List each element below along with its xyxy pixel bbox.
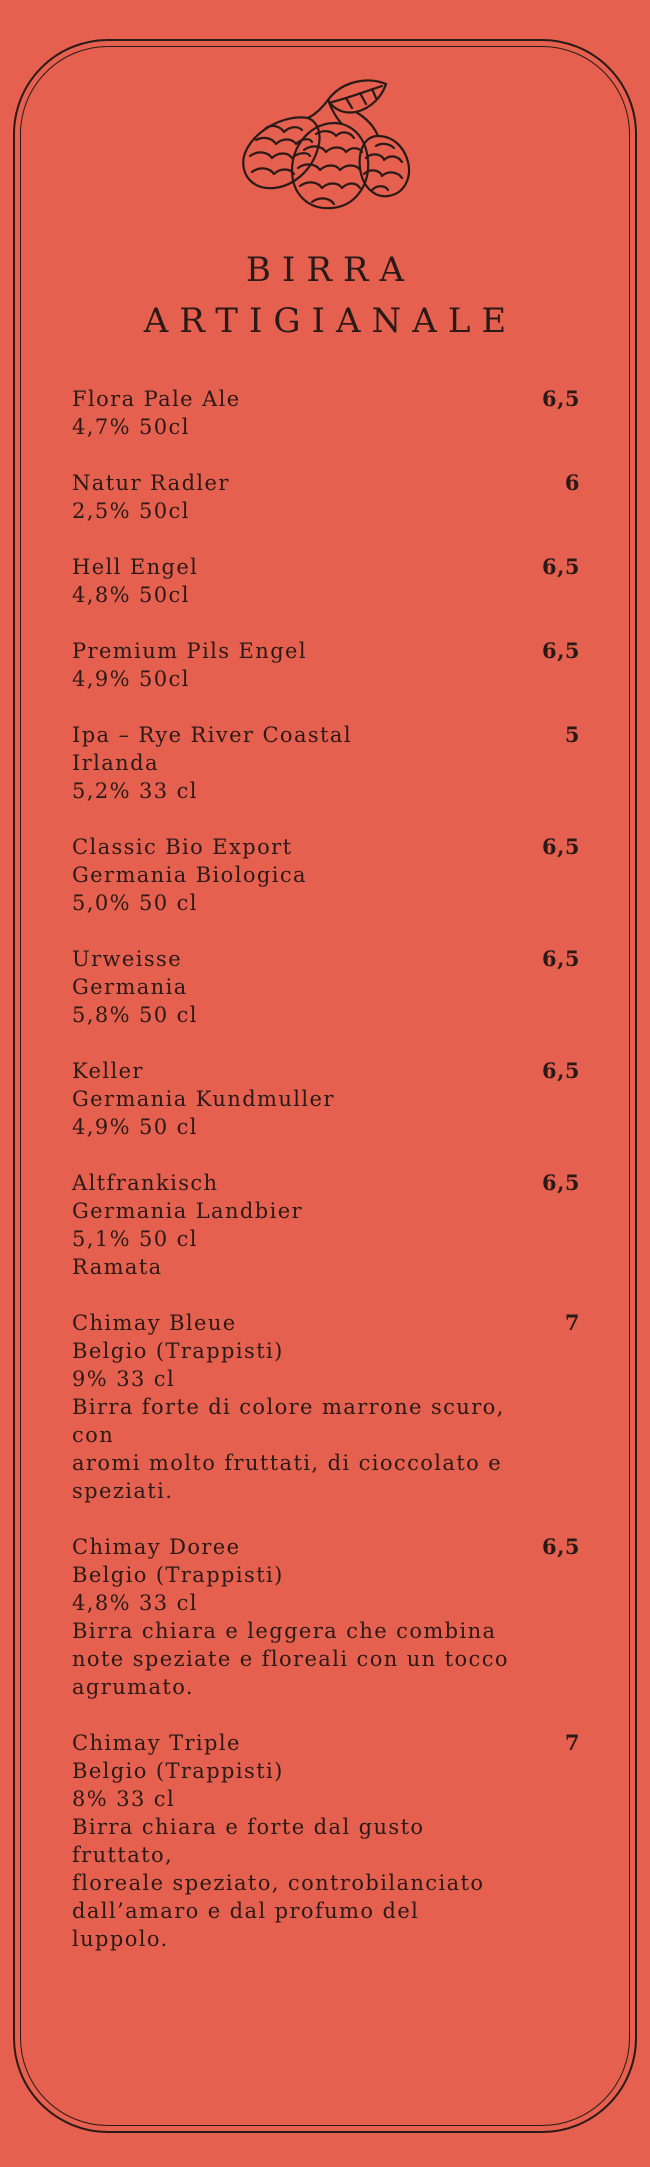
beer-item-chimay-bleue	[72, 1309, 580, 1505]
beer-price: 7	[564, 1310, 580, 1335]
beer-price: 6,5	[541, 638, 580, 663]
beer-name: Classic Bio Export	[72, 835, 293, 859]
beer-detail: 4,9% 50cl	[72, 667, 190, 691]
beer-item-altfrankisch	[72, 1169, 580, 1281]
beer-price: 6,5	[541, 1534, 580, 1559]
beer-origin: Germania Biologica	[72, 863, 307, 887]
beer-item-flora-pale-ale	[72, 385, 580, 441]
hops-illustration-icon	[236, 78, 414, 214]
beer-price: 6,5	[541, 1058, 580, 1083]
beer-detail: 8% 33 cl	[72, 1787, 176, 1811]
beer-price: 6,5	[541, 1170, 580, 1195]
beer-description: speziati.	[72, 1479, 174, 1503]
beer-origin: Belgio (Trappisti)	[72, 1339, 284, 1363]
beer-detail: 5,1% 50 cl	[72, 1227, 198, 1251]
beer-description: Birra forte di colore marrone scuro, con	[72, 1395, 505, 1447]
beer-name: Ipa – Rye River Coastal	[72, 723, 352, 747]
beer-origin: Belgio (Trappisti)	[72, 1759, 284, 1783]
beer-description: Birra chiara e leggera che combina	[72, 1619, 497, 1643]
beer-list	[72, 385, 580, 1981]
beer-item-classic-bio-export	[72, 833, 580, 917]
beer-description: agrumato.	[72, 1675, 194, 1699]
beer-description: aromi molto fruttati, di cioccolato e	[72, 1451, 503, 1475]
beer-origin: Germania Landbier	[72, 1199, 303, 1223]
beer-item-hell-engel	[72, 553, 580, 609]
beer-name: Hell Engel	[72, 555, 199, 579]
beer-description: dall’amaro e dal profumo del luppolo.	[72, 1899, 420, 1951]
beer-description: note speziate e floreali con un tocco	[72, 1647, 509, 1671]
beer-style: Ramata	[72, 1255, 163, 1279]
beer-name: Altfrankisch	[72, 1171, 219, 1195]
beer-origin: Belgio (Trappisti)	[72, 1563, 284, 1587]
beer-detail: 5,8% 50 cl	[72, 1003, 198, 1027]
beer-origin: Germania Kundmuller	[72, 1087, 335, 1111]
beer-price: 6,5	[541, 946, 580, 971]
beer-item-ipa-rye-river	[72, 721, 580, 805]
beer-description: Birra chiara e forte dal gusto fruttato,	[72, 1815, 425, 1867]
beer-price: 6,5	[541, 386, 580, 411]
beer-detail: 5,2% 33 cl	[72, 779, 198, 803]
menu-title-line-1: BIRRA	[245, 250, 416, 290]
beer-price: 5	[564, 722, 580, 747]
beer-name: Chimay Doree	[72, 1535, 241, 1559]
beer-price: 6	[564, 470, 580, 495]
beer-name: Keller	[72, 1059, 144, 1083]
beer-item-keller	[72, 1057, 580, 1141]
beer-name: Natur Radler	[72, 471, 230, 495]
beer-description: floreale speziato, controbilanciato	[72, 1871, 485, 1895]
beer-origin: Irlanda	[72, 751, 159, 775]
beer-origin: Germania	[72, 975, 188, 999]
beer-item-urweisse	[72, 945, 580, 1029]
beer-detail: 4,8% 33 cl	[72, 1591, 198, 1615]
beer-detail: 4,7% 50cl	[72, 415, 190, 439]
beer-detail: 4,8% 50cl	[72, 583, 190, 607]
beer-detail: 4,9% 50 cl	[72, 1115, 198, 1139]
beer-name: Urweisse	[72, 947, 183, 971]
beer-name: Chimay Triple	[72, 1731, 241, 1755]
beer-price: 6,5	[541, 834, 580, 859]
beer-price: 6,5	[541, 554, 580, 579]
beer-detail: 5,0% 50 cl	[72, 891, 198, 915]
menu-title-line-2: ARTIGIANALE	[143, 301, 518, 341]
beer-name: Flora Pale Ale	[72, 387, 241, 411]
beer-name: Premium Pils Engel	[72, 639, 307, 663]
beer-item-natur-radler	[72, 469, 580, 525]
beer-item-premium-pils-engel	[72, 637, 580, 693]
beer-detail: 2,5% 50cl	[72, 499, 190, 523]
beer-price: 7	[564, 1730, 580, 1755]
beer-detail: 9% 33 cl	[72, 1367, 176, 1391]
beer-name: Chimay Bleue	[72, 1311, 237, 1335]
beer-item-chimay-triple	[72, 1729, 580, 1953]
beer-item-chimay-doree	[72, 1533, 580, 1701]
